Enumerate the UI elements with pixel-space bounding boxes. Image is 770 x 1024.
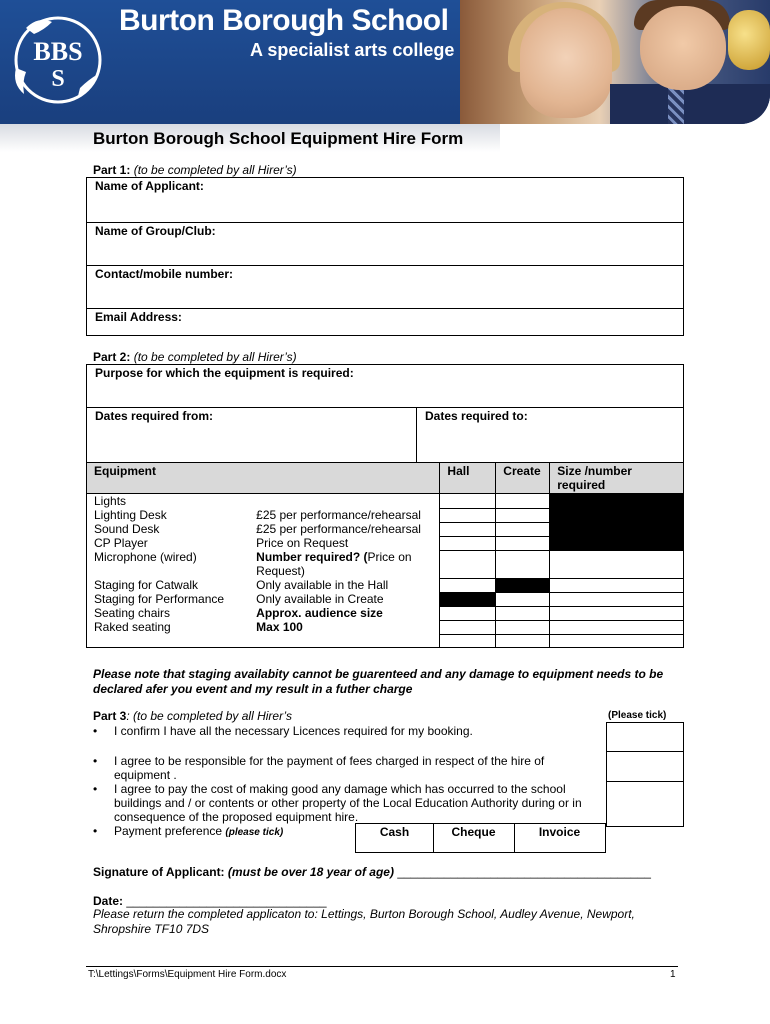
damage-tick-box[interactable]	[606, 782, 684, 827]
page-number: 1	[670, 969, 676, 980]
dates-from-field[interactable]: Dates required from:	[95, 409, 214, 423]
school-name: Burton Borough School	[119, 4, 449, 37]
hall-cell[interactable]	[440, 620, 496, 634]
fees-tick-box[interactable]	[606, 752, 684, 782]
saxophone-image	[728, 10, 770, 70]
svg-text:S: S	[51, 66, 65, 92]
form-title: Burton Borough School Equipment Hire Form	[93, 129, 464, 148]
size-cell[interactable]	[550, 634, 684, 648]
create-cell[interactable]	[496, 592, 550, 606]
signature-line[interactable]: Signature of Applicant: (must be over 18 year of age) ______________________________________	[93, 865, 651, 879]
table-row	[87, 634, 684, 648]
create-cell[interactable]	[496, 522, 550, 536]
create-cell[interactable]	[496, 634, 550, 648]
dates-to-field[interactable]: Dates required to:	[416, 408, 685, 464]
create-cell[interactable]	[496, 508, 550, 522]
contact-number-field[interactable]: Contact/mobile number:	[87, 266, 683, 309]
applicant-name-field[interactable]: Name of Applicant:	[87, 178, 683, 223]
header-banner	[0, 0, 770, 124]
hall-cell[interactable]	[440, 606, 496, 620]
licences-tick-box[interactable]	[606, 722, 684, 752]
table-row: Sound Desk £25 per performance/rehearsal	[87, 522, 684, 536]
hall-cell[interactable]	[440, 494, 496, 509]
table-row: Seating chairs Approx. audience size	[87, 606, 684, 620]
staging-warning: Please note that staging availabity cannot be guarenteed and any damage to equipment needs to be declared afer you event and my result in a futher charge	[93, 667, 664, 696]
size-cell[interactable]	[550, 578, 684, 592]
list-item: • I agree to pay the cost of making good any damage which has occurred to the school buildings and / or contents or other property of the Local Education Authority during or in consequence of the proposed equipment hire.	[93, 782, 603, 824]
table-header: Equipment Hall Create Size /number required	[87, 463, 684, 494]
table-row: Microphone (wired) Number required? (Price on Request)	[87, 550, 684, 578]
hall-cell[interactable]	[440, 550, 496, 578]
create-cell[interactable]	[496, 606, 550, 620]
table-row: Lighting Desk £25 per performance/rehearsal	[87, 508, 684, 522]
part1-heading: Part 1: (to be completed by all Hirer’s)	[93, 163, 297, 177]
create-cell[interactable]	[496, 494, 550, 509]
part3-heading: Part 3: (to be completed by all Hirer’s	[93, 709, 292, 723]
group-club-field[interactable]: Name of Group/Club:	[87, 223, 683, 266]
hall-cell[interactable]	[440, 508, 496, 522]
email-field[interactable]: Email Address:	[95, 310, 182, 324]
date-line[interactable]: Date: ______________________________	[93, 894, 327, 908]
table-row: Lights	[87, 494, 684, 509]
table-row: Staging for Performance Only available in Create	[87, 592, 684, 606]
part1-box	[86, 177, 684, 336]
create-cell[interactable]	[496, 620, 550, 634]
equipment-table	[86, 462, 684, 648]
create-cell[interactable]	[496, 550, 550, 578]
return-address: Please return the completed applicaton to: Lettings, Burton Borough School, Audley Avenue, Newport, Shropshire TF10 7DS	[93, 907, 635, 936]
size-cell[interactable]	[550, 592, 684, 606]
size-cell[interactable]	[550, 550, 684, 578]
hall-cell[interactable]	[440, 578, 496, 592]
list-item: • I agree to be responsible for the payment of fees charged in respect of the hire of equipment .	[93, 754, 603, 782]
file-path: T:\Lettings\Forms\Equipment Hire Form.docx	[88, 969, 287, 980]
table-row: Raked seating Max 100	[87, 620, 684, 634]
table-row: CP Player Price on Request	[87, 536, 684, 550]
school-logo	[8, 8, 108, 110]
create-cell[interactable]	[496, 536, 550, 550]
footer-divider	[86, 966, 678, 967]
hall-cell[interactable]	[440, 536, 496, 550]
size-cell[interactable]	[550, 606, 684, 620]
size-cell[interactable]	[550, 620, 684, 634]
list-item: • I confirm I have all the necessary Licences required for my booking.	[93, 724, 603, 738]
student-boy-image	[640, 6, 726, 90]
please-tick-label: (Please tick)	[608, 710, 667, 721]
part2-box	[86, 364, 684, 463]
table-row: Staging for Catwalk Only available in the Hall	[87, 578, 684, 592]
invoice-option[interactable]: Invoice	[514, 823, 606, 853]
hall-cell[interactable]	[440, 522, 496, 536]
cash-option[interactable]: Cash	[355, 823, 434, 853]
student-girl-image	[520, 8, 612, 118]
svg-text:BBS: BBS	[33, 37, 83, 66]
purpose-field[interactable]: Purpose for which the equipment is required:	[87, 365, 683, 408]
list-item: • Payment preference (please tick)	[93, 824, 603, 840]
school-subtitle: A specialist arts college	[250, 40, 455, 60]
cheque-option[interactable]: Cheque	[433, 823, 515, 853]
part2-heading: Part 2: (to be completed by all Hirer’s)	[93, 350, 297, 364]
hall-cell[interactable]	[440, 634, 496, 648]
